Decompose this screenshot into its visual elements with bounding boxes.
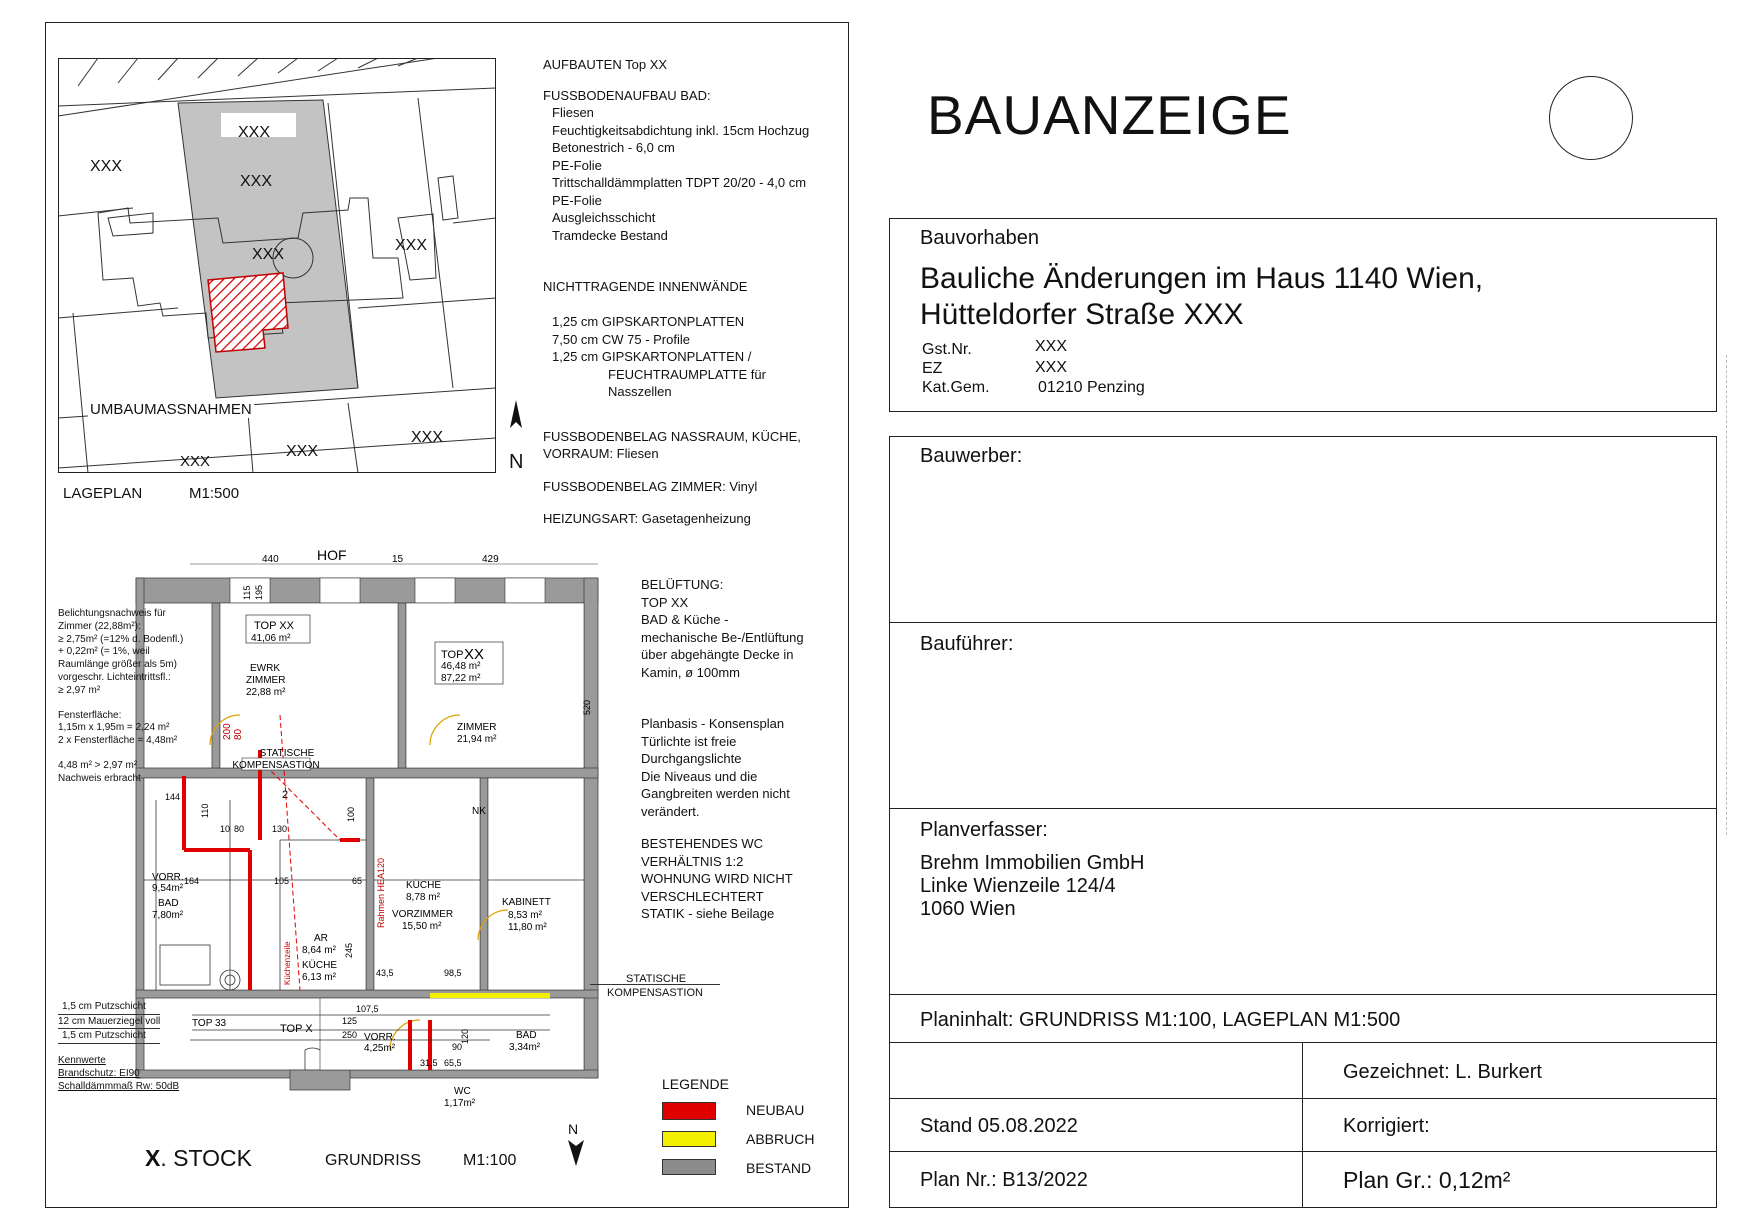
kueche1-name: KÜCHE — [302, 960, 338, 971]
legend-label: ABBRUCH — [746, 1131, 815, 1147]
note-line: Die Niveaus und die — [641, 768, 758, 784]
sheet-title: BAUANZEIGE — [927, 84, 1292, 146]
rahmen-label: Rahmen HEA120 — [376, 857, 386, 928]
zimmer2-area: 21,94 m² — [457, 734, 497, 745]
dim-label: 98,5 — [444, 968, 462, 978]
divider — [890, 994, 1716, 995]
ar-area: 8,64 m² — [302, 945, 336, 956]
wall-layers-note — [58, 1000, 160, 1044]
svg-text:N: N — [509, 451, 524, 473]
bad-layer: PE-Folie — [552, 192, 602, 208]
stand-date: Stand 05.08.2022 — [920, 1115, 1078, 1137]
wall-layer: 1,25 cm GIPSKARTONPLATTEN / — [552, 349, 752, 364]
north-arrow-icon — [563, 1118, 589, 1170]
divider — [890, 622, 1716, 623]
top-left-box-label: TOP XX — [254, 620, 294, 632]
address-line: 1060 Wien — [920, 898, 1016, 920]
project-street: Hütteldorfer Straße — [920, 298, 1176, 331]
dim-label: 100 — [346, 806, 356, 822]
wall-layer: Nasszellen — [608, 384, 672, 399]
note-line: 1,5 cm Putzschicht — [58, 1000, 160, 1015]
wc-name: WC — [454, 1086, 471, 1097]
dim-label: 144 — [165, 792, 181, 802]
dim-label: 65,5 — [444, 1058, 462, 1068]
stamp-circle — [1549, 76, 1633, 160]
dim-label: 120 — [460, 1028, 470, 1044]
floor-plan — [130, 547, 600, 1109]
top33-label: TOP 33 — [192, 1018, 227, 1029]
bad1-name: BAD — [158, 898, 179, 909]
statische2-text: STATISCHE — [626, 973, 687, 985]
lueftung-note — [641, 576, 804, 681]
note-line: Türlichte ist freie — [641, 733, 737, 749]
legend-title: LEGENDE — [662, 1076, 729, 1092]
dim-label: 195 — [254, 584, 264, 600]
planverfasser-address — [920, 852, 1145, 921]
top-right-box-label2: XX — [464, 646, 485, 663]
wall-layer: 7,50 cm CW 75 - Profile — [552, 331, 690, 347]
ez-value: XXX — [1035, 359, 1068, 376]
aufbauten-block — [543, 56, 809, 526]
bad2-name: BAD — [516, 1030, 537, 1041]
note-line: Planbasis - Konsensplan — [641, 716, 785, 731]
bauwerber-label: Bauwerber: — [920, 445, 1023, 467]
dim-label: 110 — [200, 803, 210, 818]
statische1-line: KOMPENSASTION — [232, 760, 320, 771]
floor-north-letter: N — [568, 1121, 579, 1137]
wall-layer: 1,25 cm GIPSKARTONPLATTEN — [552, 314, 745, 329]
title-block-main — [889, 436, 1717, 1208]
note-line: WOHNUNG WIRD NICHT — [641, 871, 793, 886]
bad-layer: Betonestrich - 6,0 cm — [552, 140, 675, 155]
legend-swatch-abbruch — [662, 1131, 716, 1147]
divider — [890, 808, 1716, 809]
vorzimmer-name: VORZIMMER — [392, 909, 454, 920]
note-line: über abgehängte Decke in — [641, 647, 794, 662]
planinhalt: Planinhalt: GRUNDRISS M1:100, LAGEPLAN M1:500 — [920, 1009, 1401, 1031]
project-line1: Bauliche Änderungen im Haus 1140 Wien, — [920, 262, 1484, 295]
katgem-value: 01210 Penzing — [1038, 379, 1145, 396]
plan-size: Plan Gr.: 0,12m² — [1343, 1167, 1511, 1193]
top-right-box-label: TOP — [441, 649, 464, 661]
legend-swatch-bestand — [662, 1159, 716, 1175]
dim-label: 520 — [582, 699, 592, 715]
kueche2-name: KÜCHE — [406, 880, 442, 891]
dim-label: 2 — [282, 789, 289, 801]
note-line: BAD & Küche - — [641, 612, 729, 627]
kueche2-area: 8,78 m² — [406, 892, 440, 903]
note-line: BESTEHENDES WC — [641, 836, 764, 851]
vertical-divider — [1302, 1042, 1303, 1207]
plan-number: Plan Nr.: B13/2022 — [920, 1169, 1088, 1191]
ewrk-label: EWRK — [250, 663, 280, 674]
lageplan-label-bottom-left: XXX — [180, 453, 211, 470]
bad-heading: FUSSBODENAUFBAU BAD: — [543, 88, 711, 103]
heating: HEIZUNGSART: Gasetagenheizung — [543, 510, 751, 526]
floor-name — [145, 1145, 252, 1171]
dim-label: 80 — [234, 824, 245, 834]
divider — [890, 1042, 1716, 1043]
note-line: STATIK - siehe Beilage — [641, 906, 775, 921]
bad2-area: 3,34m² — [509, 1042, 541, 1053]
note-line: Kennwerte — [58, 1055, 106, 1066]
lageplan-label-left: XXX — [90, 158, 123, 175]
lageplan-label-top-left: XXX — [238, 124, 271, 141]
dim-top: 440 — [262, 554, 279, 565]
top-left-box-area: 41,06 m² — [251, 633, 291, 644]
zimmer1-area: 22,88 m² — [246, 687, 286, 698]
zimmer1-name: ZIMMER — [246, 675, 286, 686]
note-line: 1,15m x 1,95m = 2,24 m² — [58, 722, 170, 734]
gst-label: Gst.Nr. — [922, 341, 972, 358]
aufbauten-heading-suffix: XX — [649, 57, 668, 72]
project-line2 — [920, 298, 1243, 333]
floor-scale: M1:100 — [463, 1152, 517, 1169]
note-line: Schalldämmmaß Rw: 50dB — [58, 1081, 180, 1092]
kennwerte-note — [58, 1054, 179, 1093]
bad-layer: Ausgleichsschicht — [552, 210, 656, 225]
note-line: vorgeschr. Lichteintrittsfl.: — [58, 671, 171, 683]
kuechenzeile-label: Küchenzeile — [283, 941, 292, 985]
wc-note — [641, 835, 793, 923]
baufuehrer-label: Bauführer: — [920, 633, 1014, 655]
lageplan-title: LAGEPLAN — [63, 485, 143, 502]
divider — [890, 1098, 1716, 1099]
address-line: Brehm Immobilien GmbH — [920, 852, 1145, 874]
bad-layer: Trittschalldämmplatten TDPT 20/20 - 4,0 cm — [552, 175, 807, 190]
note-line: ≥ 2,75m² (=12% d. Bodenfl.) — [58, 633, 184, 645]
nk-label: NK — [472, 806, 486, 817]
katgem-label: Kat.Gem. — [922, 379, 990, 396]
note-line: Raumlänge größer als 5m) — [58, 659, 177, 671]
note-line: Zimmer (22,88m²): — [58, 620, 141, 632]
address-line: Linke Wienzeile 124/4 — [920, 875, 1116, 897]
hof-label: HOF — [317, 547, 347, 563]
note-line: Nachweis erbracht — [58, 772, 141, 784]
lageplan-label-right: XXX — [395, 237, 428, 254]
top-right-box-area2: 87,22 m² — [441, 673, 481, 684]
floor-rooms: FUSSBODENBELAG ZIMMER: Vinyl — [543, 478, 758, 494]
planverfasser-label: Planverfasser: — [920, 819, 1048, 841]
note-line: 12 cm Mauerziegel voll — [58, 1015, 160, 1030]
aufbauten-heading: AUFBAUTEN Top — [543, 57, 647, 72]
bad1-area: 7,80m² — [152, 910, 184, 921]
divider — [890, 1151, 1716, 1152]
kueche1-area: 6,13 m² — [302, 972, 336, 983]
vorzimmer-area: 15,50 m² — [402, 921, 442, 932]
lageplan-label-center: XXX — [240, 173, 273, 190]
dim-label: 105 — [274, 876, 290, 886]
zimmer2-name: ZIMMER — [457, 722, 497, 733]
dim-label: 130 — [272, 824, 288, 834]
vorr1-name: VORR. — [152, 872, 184, 883]
walls-heading: NICHTTRAGENDE INNENWÄNDE — [543, 279, 748, 294]
north-arrow-icon — [507, 398, 525, 473]
korrigiert: Korrigiert: — [1343, 1115, 1430, 1137]
note-line: 1,5 cm Putzschicht — [58, 1029, 160, 1044]
note-line: mechanische Be-/Entlüftung — [641, 629, 804, 645]
lageplan-label-bottom-right: XXX — [411, 429, 444, 446]
note-line: Fensterfläche: — [58, 709, 122, 721]
gezeichnet: Gezeichnet: L. Burkert — [1343, 1061, 1542, 1083]
dim-label: 200 — [222, 723, 233, 740]
ez-label: EZ — [922, 360, 943, 377]
umbau-label: UMBAUMASSNAHMEN — [90, 401, 252, 418]
legend-swatch-neubau — [662, 1102, 716, 1120]
dim-label: 107,5 — [356, 1004, 379, 1014]
gst-value: XXX — [1035, 338, 1068, 355]
dim-label: 125 — [342, 1016, 358, 1026]
bad-layer: Tramdecke Bestand — [552, 227, 668, 243]
dim-label: 80 — [233, 728, 244, 740]
dim-label: 115 — [242, 585, 252, 600]
kabinett-area2: 11,80 m² — [508, 922, 547, 933]
note-line: Brandschutz: EI90 — [58, 1068, 140, 1079]
bauvorhaben-panel — [889, 218, 1717, 412]
wc-area: 1,17m² — [444, 1098, 476, 1109]
dim-label: 65 — [352, 876, 363, 886]
belichtung-note — [58, 608, 183, 786]
dim-top: 15 — [392, 554, 404, 565]
vorr2-area: 4,25m² — [364, 1043, 396, 1054]
ar-name: AR — [314, 933, 328, 944]
note-line: 2 x Fensterfläche = 4,48m² — [58, 735, 178, 747]
floor-wet: VORRAUM: Fliesen — [543, 446, 659, 461]
dim-label: 10 — [220, 824, 231, 834]
note-line: ≥ 2,97 m² — [58, 684, 101, 696]
planbasis-note — [641, 715, 790, 820]
top-right-box-area1: 46,48 m² — [441, 661, 481, 672]
note-line: verändert. — [641, 803, 700, 819]
statische1-line: STATISCHE — [259, 748, 315, 759]
kabinett-name: KABINETT — [502, 897, 551, 908]
bad-layer: Feuchtigkeitsabdichtung inkl. 15cm Hochzug — [552, 122, 810, 138]
floor-title: GRUNDRISS — [325, 1152, 422, 1169]
note-line: Belichtungsnachweis für — [58, 608, 166, 619]
kabinett-area1: 8,53 m² — [508, 910, 542, 921]
lageplan-label-middle: XXX — [252, 246, 285, 263]
floor-wet: FUSSBODENBELAG NASSRAUM, KÜCHE, — [543, 428, 801, 444]
topx-label: TOP X — [280, 1023, 313, 1035]
note-line: BELÜFTUNG: — [641, 577, 724, 592]
legend-label: NEUBAU — [746, 1102, 805, 1118]
lageplan-scale: M1:500 — [189, 485, 240, 502]
fold-mark — [1726, 355, 1728, 835]
dim-label: 250 — [342, 1030, 358, 1040]
note-line: VERHÄLTNIS 1:2 — [641, 853, 744, 869]
bauvorhaben-label: Bauvorhaben — [920, 227, 1039, 249]
note-line: 4,48 m² > 2,97 m² — [58, 759, 138, 771]
vorr1-area: 9,54m² — [152, 883, 184, 894]
dim-label: 245 — [344, 942, 354, 958]
note-line: Durchgangslichte — [641, 751, 742, 766]
dim-label: 43,5 — [376, 968, 394, 978]
note-line: VERSCHLECHTERT — [641, 888, 764, 904]
statische2-text: KOMPENSASTION — [607, 987, 703, 999]
dim-top: 429 — [482, 554, 499, 565]
dim-label: 90 — [452, 1042, 463, 1052]
note-line: Kamin, ø 100mm — [641, 664, 740, 680]
dim-label: 31,5 — [420, 1058, 438, 1068]
floor-name-x: X — [145, 1145, 161, 1171]
wall-layer: FEUCHTRAUMPLATTE für — [608, 366, 766, 382]
project-number: XXX — [1183, 298, 1244, 331]
floor-name-rest: . STOCK — [160, 1145, 252, 1171]
bad-layer: Fliesen — [552, 105, 594, 120]
dim-label: 164 — [184, 876, 200, 886]
legend-label: BESTAND — [746, 1160, 812, 1176]
vorr2-name: VORR. — [364, 1032, 396, 1043]
note-line: TOP XX — [641, 594, 689, 610]
note-line: + 0,22m² (= 1%, weil — [58, 646, 150, 658]
note-line: Gangbreiten werden nicht — [641, 786, 790, 801]
lageplan-label-bottom-mid: XXX — [286, 443, 319, 460]
bad-layer: PE-Folie — [552, 157, 602, 173]
